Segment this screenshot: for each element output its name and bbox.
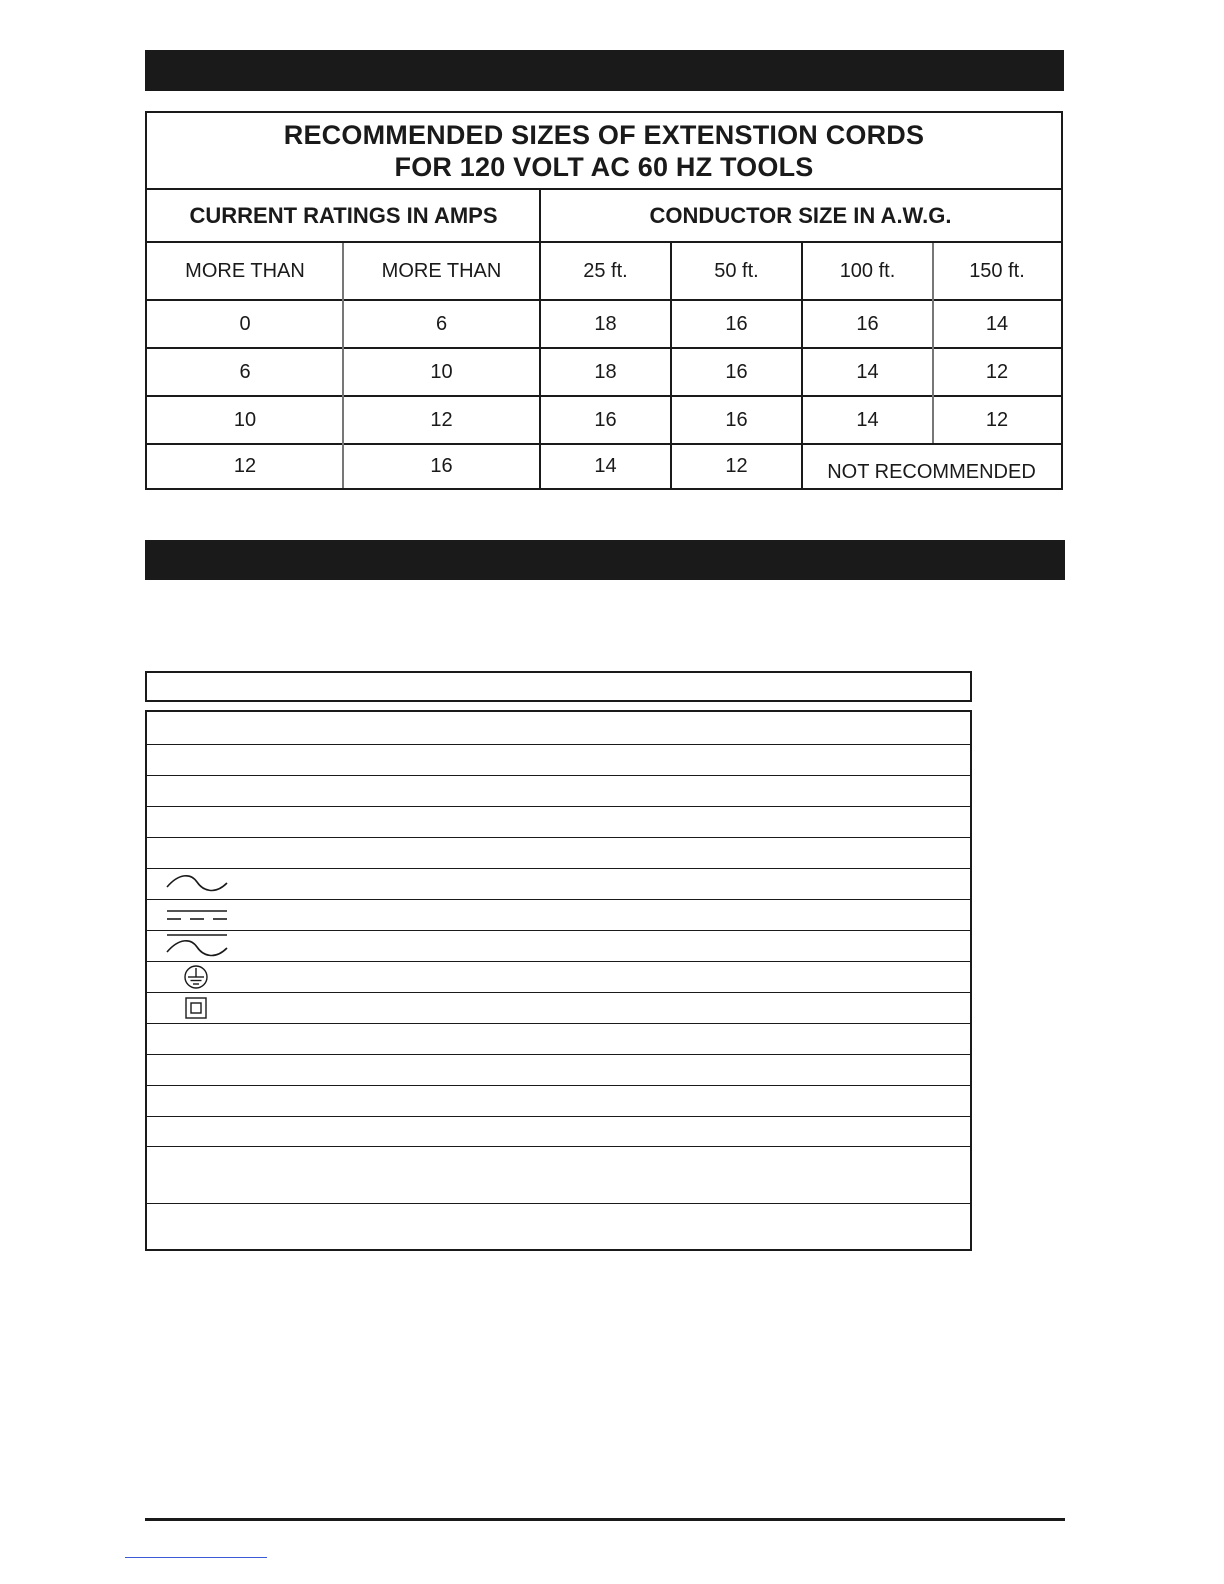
table-row — [147, 776, 970, 807]
table-cell: 6 — [239, 360, 251, 383]
table-cell: 14 — [594, 455, 617, 477]
table-row — [147, 1117, 970, 1147]
table-row — [147, 1147, 970, 1204]
table-row — [147, 1204, 970, 1249]
direct-current-icon — [165, 906, 229, 926]
table-cell: 16 — [594, 408, 617, 431]
table-cell: 16 — [725, 360, 748, 383]
section-header-bar — [145, 50, 1064, 91]
symbols-table — [145, 710, 972, 1251]
footer-rule — [145, 1518, 1065, 1521]
table-cell: 16 — [856, 312, 879, 335]
table-title — [147, 113, 1061, 190]
header-conductor-size: CONDUCTOR SIZE IN A.W.G. — [649, 203, 952, 228]
extension-cord-table — [145, 111, 1063, 490]
not-recommended-cell: NOT RECOMMENDED — [827, 461, 1036, 483]
table-cell: 16 — [430, 455, 453, 477]
table-cell: 10 — [233, 408, 257, 431]
table-title-line-1: RECOMMENDED SIZES OF EXTENSTION CORDS — [283, 120, 925, 150]
table-cell: 6 — [435, 312, 448, 335]
column-header: 50 ft. — [714, 259, 759, 282]
footer-link-underline[interactable] — [125, 1557, 267, 1558]
table-row — [147, 807, 970, 838]
table-cell: 14 — [856, 360, 879, 383]
table-cell: 16 — [725, 408, 748, 431]
column-header: 100 ft. — [839, 259, 896, 282]
ac-dc-current-icon — [165, 932, 229, 960]
table-row — [147, 900, 970, 931]
table-row — [147, 962, 970, 993]
table-cell: 12 — [430, 408, 453, 431]
divider — [801, 243, 803, 488]
class-ii-double-insulated-icon — [185, 997, 207, 1019]
alternating-current-icon — [165, 873, 229, 895]
divider — [342, 243, 344, 488]
column-header: 150 ft. — [969, 259, 1025, 282]
table-cell: 18 — [594, 360, 617, 383]
table-row — [147, 745, 970, 776]
divider — [670, 243, 672, 488]
column-header: MORE THAN — [381, 259, 502, 282]
table-cell: 12 — [233, 455, 257, 477]
column-header: MORE THAN — [185, 259, 305, 282]
divider — [932, 243, 934, 443]
table-cell: 18 — [594, 312, 617, 335]
protective-earth-icon — [183, 964, 209, 990]
table-cell: 12 — [985, 360, 1009, 383]
table-cell: 14 — [985, 312, 1009, 335]
table-title-line-2: FOR 120 VOLT AC 60 HZ TOOLS — [394, 152, 814, 182]
table-cell: 14 — [856, 408, 879, 431]
table-cell: 12 — [985, 408, 1009, 431]
table-row — [147, 838, 970, 869]
divider — [539, 190, 541, 488]
table-cell: 16 — [725, 312, 748, 335]
table-row — [147, 712, 970, 745]
column-header: 25 ft. — [583, 259, 628, 282]
section-header-bar — [145, 540, 1065, 580]
table-cell: 12 — [725, 455, 748, 477]
table-row — [147, 1086, 970, 1117]
symbols-table-header — [145, 671, 972, 702]
header-current-ratings: CURRENT RATINGS IN AMPS — [189, 203, 498, 228]
table-row — [147, 993, 970, 1024]
table-row — [147, 1055, 970, 1086]
table-row — [147, 931, 970, 962]
table-cell: 10 — [430, 360, 453, 383]
table-cell: 0 — [239, 312, 251, 335]
table-row — [147, 1024, 970, 1055]
table-row — [147, 869, 970, 900]
